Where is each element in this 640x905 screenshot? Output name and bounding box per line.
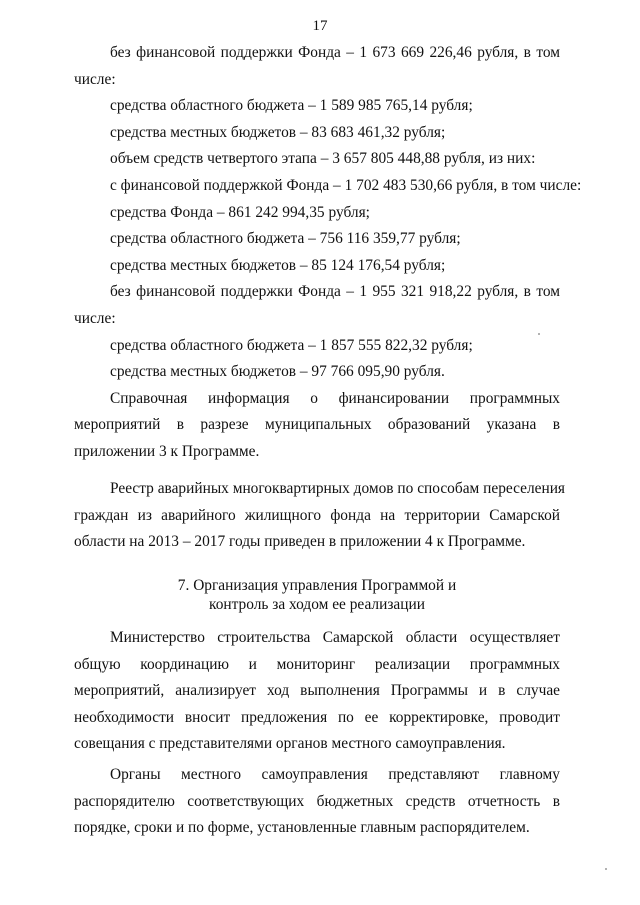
text-line: мероприятий, анализирует ход выполнения Программы и в случае	[74, 682, 560, 700]
text-line: средства местных бюджетов – 85 124 176,54 рубля;	[110, 256, 446, 274]
registry-paragraph	[74, 476, 566, 556]
text-line: порядке, сроки и по форме, установленные главным распорядителем.	[74, 819, 530, 837]
text-line: без финансовой поддержки Фонда – 1 673 669 226,46 рубля, в том	[110, 44, 560, 61]
text-line: без финансовой поддержки Фонда – 1 955 321 918,22 рубля, в том	[110, 283, 560, 301]
local-government-paragraph	[74, 762, 560, 842]
text-line: с финансовой поддержкой Фонда – 1 702 483 530,66 рубля, в том числе:	[110, 176, 582, 194]
text-line: приложении 3 к Программе.	[74, 442, 260, 460]
text-line: Министерство строительства Самарской области осуществляет	[110, 629, 560, 646]
financing-paragraph	[74, 40, 582, 466]
section-heading-line-1: 7. Организация управления Программой и	[177, 577, 457, 594]
text-line: числе:	[74, 70, 116, 88]
text-line: Реестр аварийных многоквартирных домов по способам переселения	[110, 480, 566, 497]
text-line: объем средств четвертого этапа – 3 657 805 448,88 рубля, из них:	[110, 150, 536, 168]
text-line: необходимости вносит предложения по ее корректировке, проводит	[74, 708, 560, 726]
page-number: 17	[312, 18, 328, 34]
text-line: средства областного бюджета – 1 857 555 822,32 рубля;	[110, 336, 473, 354]
section-heading-line-2: контроль за ходом ее реализации	[209, 596, 425, 613]
text-line: Справочная информация о финансировании программных	[110, 389, 560, 407]
text-line: средства областного бюджета – 756 116 359,77 рубля;	[110, 230, 461, 248]
text-line: области на 2013 – 2017 годы приведен в приложении 4 к Программе.	[74, 533, 526, 551]
text-line: общую координацию и мониторинг реализации программных	[74, 655, 560, 673]
scan-speck	[605, 868, 607, 870]
text-line: распорядителю соответствующих бюджетных средств отчетность в	[74, 792, 560, 810]
text-line: средства областного бюджета – 1 589 985 765,14 рубля;	[110, 97, 473, 115]
text-line: средства Фонда – 861 242 994,35 рубля;	[110, 203, 370, 221]
scan-speck	[538, 333, 540, 335]
text-line: Органы местного самоуправления представляют главному	[110, 766, 560, 783]
ministry-paragraph	[74, 625, 560, 758]
text-line: граждан из аварийного жилищного фонда на территории Самарской	[74, 506, 560, 524]
section-heading	[74, 576, 560, 614]
text-line: совещания с представителями органов местного самоуправления.	[74, 735, 506, 753]
text-line: средства местных бюджетов – 83 683 461,32 рубля;	[110, 123, 446, 141]
text-line: числе:	[74, 309, 116, 327]
text-line: мероприятий в разрезе муниципальных образований указана в	[74, 416, 560, 434]
text-line: средства местных бюджетов – 97 766 095,90 рубля.	[110, 363, 445, 381]
